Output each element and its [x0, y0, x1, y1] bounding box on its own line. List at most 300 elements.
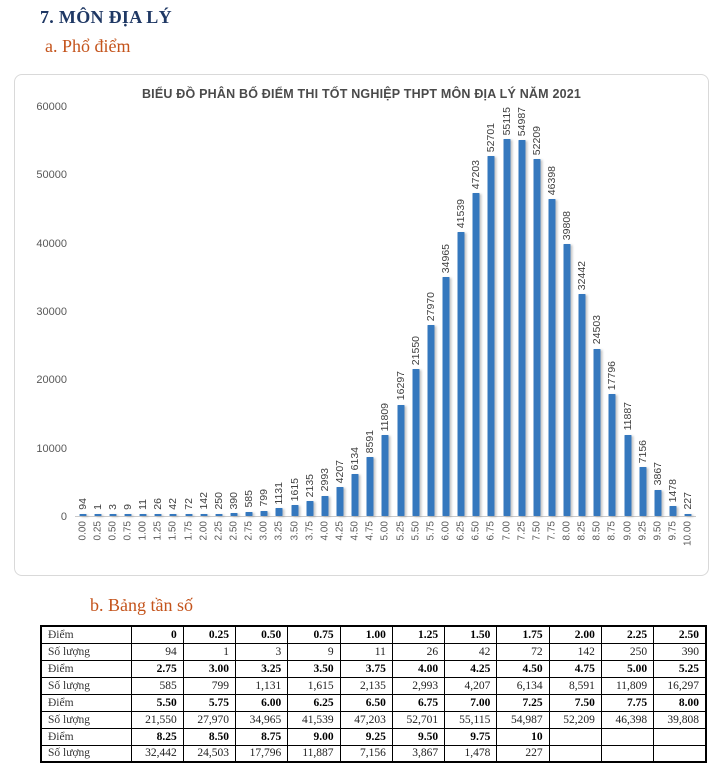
bar — [291, 505, 298, 516]
value-cell: 2.00 — [549, 626, 601, 643]
bar — [397, 405, 404, 516]
bar-value-label: 34965 — [439, 243, 452, 274]
x-tick-label: 3.00 — [258, 521, 270, 541]
bar-value-label: 142 — [197, 492, 210, 510]
bar-value-label: 21550 — [409, 335, 422, 365]
bar-value-label: 55115 — [500, 106, 513, 136]
subsection-b-heading: b. Bảng tần số — [90, 595, 193, 615]
x-tick — [226, 517, 241, 559]
bar-column — [665, 107, 680, 516]
table-row — [41, 626, 706, 643]
x-tick-label: 9.25 — [637, 521, 649, 541]
value-cell: 6.50 — [340, 694, 392, 711]
bar-column — [544, 107, 559, 516]
x-tick-label: 2.75 — [243, 521, 255, 541]
bar-value-label: 17796 — [606, 361, 619, 391]
bar — [185, 514, 192, 516]
bar-value-label: 7156 — [636, 439, 649, 464]
value-cell — [601, 745, 653, 762]
y-tick-label: 30000 — [36, 306, 67, 318]
bar — [685, 514, 692, 516]
x-tick-label: 9.50 — [652, 521, 664, 541]
y-tick-label: 50000 — [36, 169, 67, 182]
value-cell: 1.25 — [392, 626, 444, 643]
value-cell: 3,867 — [392, 745, 444, 762]
value-cell: 1 — [183, 643, 235, 660]
x-tick — [136, 517, 151, 559]
x-tick-label: 1.50 — [167, 521, 179, 541]
bar-value-label: 11887 — [621, 402, 634, 431]
x-tick — [363, 517, 378, 559]
bar — [246, 512, 253, 516]
value-cell: 2,993 — [392, 677, 444, 694]
value-cell: 9 — [288, 643, 340, 660]
bar-column — [499, 107, 514, 516]
value-cell: 1.75 — [497, 626, 549, 643]
bar — [548, 199, 555, 516]
bar-value-label: 1 — [91, 504, 104, 510]
bar — [639, 467, 646, 516]
x-tick-label: 1.00 — [137, 521, 149, 541]
x-tick — [166, 517, 181, 559]
bar-value-label: 11 — [137, 499, 150, 510]
x-tick-label: 9.00 — [622, 521, 634, 541]
bar — [94, 514, 101, 516]
x-tick — [454, 517, 469, 559]
value-cell: 2.75 — [131, 660, 183, 677]
table-row — [41, 694, 706, 711]
x-tick-label: 3.25 — [273, 521, 285, 541]
table-row — [41, 728, 706, 745]
bar-value-label: 250 — [212, 492, 225, 510]
x-tick — [181, 517, 196, 559]
bar-value-label: 2135 — [303, 474, 316, 498]
x-tick-label: 3.75 — [304, 521, 316, 541]
x-tick-label: 0.75 — [122, 521, 134, 541]
bar — [594, 349, 601, 516]
value-cell: 55,115 — [445, 711, 497, 728]
value-cell: 1,478 — [445, 745, 497, 762]
value-cell: 8.50 — [183, 728, 235, 745]
x-tick — [514, 517, 529, 559]
x-axis — [75, 517, 696, 559]
value-cell: 46,398 — [601, 711, 653, 728]
bar-column — [105, 107, 120, 516]
bar — [306, 501, 313, 516]
bar-value-label: 24503 — [591, 315, 604, 345]
frequency-table — [40, 625, 707, 763]
value-cell: 3.00 — [183, 660, 235, 677]
bar-column — [560, 107, 575, 516]
bar-column — [650, 107, 665, 516]
x-tick — [423, 517, 438, 559]
value-cell: 1.50 — [445, 626, 497, 643]
bar-value-label: 42 — [167, 498, 180, 510]
x-tick — [590, 517, 605, 559]
value-cell: 72 — [497, 643, 549, 660]
x-tick-label: 7.25 — [516, 521, 528, 541]
bar — [367, 457, 374, 516]
value-cell: 8.25 — [131, 728, 183, 745]
bar-column — [605, 107, 620, 516]
x-tick — [272, 517, 287, 559]
value-cell: 2.50 — [654, 626, 706, 643]
value-cell: 0.50 — [236, 626, 288, 643]
value-cell: 5.00 — [601, 660, 653, 677]
frequency-table-body — [41, 626, 706, 762]
bar-value-label: 9 — [121, 504, 134, 510]
bar-column — [514, 107, 529, 516]
bar — [215, 514, 222, 516]
table-row — [41, 677, 706, 694]
value-cell: 1,131 — [236, 677, 288, 694]
value-cell: 390 — [654, 643, 706, 660]
bar-column — [75, 107, 90, 516]
bar — [654, 490, 661, 516]
bar-column — [393, 107, 408, 516]
bar-value-label: 26 — [152, 498, 165, 510]
bar-column — [363, 107, 378, 516]
value-cell: 24,503 — [183, 745, 235, 762]
value-cell: 11 — [340, 643, 392, 660]
bar-value-label: 3 — [106, 504, 119, 510]
value-cell: 799 — [183, 677, 235, 694]
bar — [518, 140, 525, 516]
value-cell: 5.25 — [654, 660, 706, 677]
x-tick — [196, 517, 211, 559]
value-cell: 16,297 — [654, 677, 706, 694]
bar — [579, 294, 586, 516]
x-tick — [484, 517, 499, 559]
bar-value-label: 52701 — [485, 122, 498, 152]
x-tick-label: 9.75 — [667, 521, 679, 541]
bar-value-label: 54987 — [515, 107, 528, 137]
value-cell: 47,203 — [340, 711, 392, 728]
x-tick-label: 6.75 — [485, 521, 497, 541]
row-header-cell: Điểm — [41, 694, 131, 711]
value-cell: 9.50 — [392, 728, 444, 745]
x-tick — [681, 517, 696, 559]
x-tick — [575, 517, 590, 559]
bar — [609, 394, 616, 516]
x-tick-label: 6.25 — [455, 521, 467, 541]
chart-title: BIỂU ĐỒ PHÂN BỐ ĐIỂM THI TỐT NGHIỆP THPT MÔN ĐỊA LÝ NĂM 2021 — [141, 87, 582, 101]
bar-column — [90, 107, 105, 516]
value-cell: 227 — [497, 745, 549, 762]
value-cell: 11,809 — [601, 677, 653, 694]
bar-column — [423, 107, 438, 516]
bar — [473, 193, 480, 516]
value-cell — [654, 745, 706, 762]
value-cell: 3.25 — [236, 660, 288, 677]
value-cell: 3.75 — [340, 660, 392, 677]
bar-column — [226, 107, 241, 516]
x-tick-label: 7.00 — [501, 521, 512, 541]
x-tick — [332, 517, 347, 559]
row-header-cell: Số lượng — [41, 745, 131, 762]
value-cell: 6.25 — [288, 694, 340, 711]
x-tick-label: 4.50 — [349, 521, 361, 541]
bar — [124, 514, 131, 516]
x-tick-label: 8.25 — [576, 521, 588, 541]
bar — [382, 435, 389, 516]
value-cell: 2,135 — [340, 677, 392, 694]
bar-column — [257, 107, 272, 516]
bar-column — [302, 107, 317, 516]
x-tick-label: 5.25 — [395, 521, 407, 541]
value-cell: 6.00 — [236, 694, 288, 711]
x-tick-label: 3.50 — [289, 521, 301, 541]
value-cell: 5.75 — [183, 694, 235, 711]
value-cell: 3 — [236, 643, 288, 660]
bar — [276, 508, 283, 516]
value-cell: 21,550 — [131, 711, 183, 728]
row-header-cell: Điểm — [41, 626, 131, 643]
bar — [488, 156, 495, 516]
bar-value-label: 799 — [258, 489, 271, 507]
x-tick-label: 2.00 — [198, 521, 210, 541]
x-tick-label: 1.25 — [152, 521, 164, 541]
value-cell: 250 — [601, 643, 653, 660]
y-tick-label: 20000 — [36, 374, 67, 387]
value-cell: 7.25 — [497, 694, 549, 711]
bar — [321, 496, 328, 516]
x-tick-label: 6.50 — [470, 521, 482, 541]
bar-column — [590, 107, 605, 516]
bar — [624, 435, 631, 516]
value-cell: 11,887 — [288, 745, 340, 762]
x-tick-label: 0.50 — [107, 521, 119, 541]
row-header-cell: Số lượng — [41, 677, 131, 694]
value-cell: 7.50 — [549, 694, 601, 711]
x-tick — [90, 517, 105, 559]
page-title: 7. MÔN ĐỊA LÝ — [40, 7, 172, 27]
value-cell — [654, 728, 706, 745]
x-tick — [151, 517, 166, 559]
x-tick-label: 7.75 — [546, 521, 558, 541]
bar — [109, 514, 116, 516]
x-tick — [529, 517, 544, 559]
bar — [564, 244, 571, 516]
x-tick-label: 0.00 — [77, 521, 89, 541]
bar-value-label: 585 — [243, 490, 256, 509]
bar-value-label: 72 — [182, 498, 195, 510]
bar-value-label: 6134 — [349, 446, 362, 471]
plot-wrap — [75, 107, 696, 559]
bar — [79, 514, 86, 516]
x-tick-label: 8.75 — [606, 521, 618, 541]
value-cell: 7.75 — [601, 694, 653, 711]
value-cell: 2.25 — [601, 626, 653, 643]
bar-column — [287, 107, 302, 516]
value-cell: 3.50 — [288, 660, 340, 677]
bar-column — [469, 107, 484, 516]
value-cell: 8.75 — [236, 728, 288, 745]
x-tick — [75, 517, 90, 559]
bar — [412, 369, 419, 516]
value-cell: 17,796 — [236, 745, 288, 762]
bar — [458, 232, 465, 516]
y-tick-label: 0 — [60, 511, 67, 523]
bar-column — [181, 107, 196, 516]
value-cell — [549, 728, 601, 745]
bar-column — [484, 107, 499, 516]
value-cell: 94 — [131, 643, 183, 660]
x-tick — [665, 517, 680, 559]
value-cell: 9.75 — [445, 728, 497, 745]
value-cell: 9.25 — [340, 728, 392, 745]
y-tick-label: 10000 — [36, 442, 67, 455]
x-tick — [257, 517, 272, 559]
bar-column — [438, 107, 453, 516]
row-header-cell: Điểm — [41, 660, 131, 677]
x-tick — [560, 517, 575, 559]
value-cell: 32,442 — [131, 745, 183, 762]
x-tick-label: 5.50 — [410, 521, 422, 541]
x-tick — [211, 517, 226, 559]
value-cell: 1,615 — [288, 677, 340, 694]
x-tick — [605, 517, 620, 559]
row-header-cell: Điểm — [41, 728, 131, 745]
x-tick — [438, 517, 453, 559]
x-tick-label: 4.25 — [334, 521, 346, 541]
bar-column — [575, 107, 590, 516]
y-axis — [31, 101, 75, 523]
bar-column — [332, 107, 347, 516]
bar-value-label: 4207 — [333, 459, 346, 484]
value-cell: 5.50 — [131, 694, 183, 711]
bar-value-label: 390 — [227, 491, 240, 510]
x-tick-label: 8.00 — [561, 521, 573, 541]
row-header-cell: Số lượng — [41, 711, 131, 728]
y-tick-label: 60000 — [36, 101, 67, 113]
bar-value-label: 1615 — [288, 477, 301, 501]
bar-value-label: 52209 — [530, 126, 543, 156]
bar — [261, 511, 268, 516]
bar — [336, 487, 343, 516]
bar-value-label: 1131 — [273, 481, 286, 505]
value-cell: 6.75 — [392, 694, 444, 711]
bar-value-label: 1478 — [667, 478, 680, 502]
x-tick-label: 5.75 — [425, 521, 437, 541]
bar — [200, 514, 207, 516]
value-cell: 142 — [549, 643, 601, 660]
bar-column — [136, 107, 151, 516]
value-cell: 4.25 — [445, 660, 497, 677]
bar-value-label: 3867 — [651, 462, 664, 486]
table-row — [41, 745, 706, 762]
bar-column — [151, 107, 166, 516]
bar — [230, 513, 237, 516]
row-header-cell: Số lượng — [41, 643, 131, 660]
x-tick — [242, 517, 257, 559]
value-cell: 0 — [131, 626, 183, 643]
x-tick — [469, 517, 484, 559]
x-tick — [393, 517, 408, 559]
value-cell: 52,701 — [392, 711, 444, 728]
bar — [427, 325, 434, 516]
value-cell: 10 — [497, 728, 549, 745]
x-tick — [620, 517, 635, 559]
x-tick — [544, 517, 559, 559]
value-cell: 8.00 — [654, 694, 706, 711]
value-cell: 8,591 — [549, 677, 601, 694]
bar — [352, 474, 359, 516]
value-cell: 54,987 — [497, 711, 549, 728]
bar-value-label: 8591 — [364, 429, 377, 454]
bar — [503, 139, 510, 516]
bar-column — [348, 107, 363, 516]
bar-column — [196, 107, 211, 516]
bar — [442, 277, 449, 516]
value-cell: 4.75 — [549, 660, 601, 677]
y-tick-label: 40000 — [36, 237, 67, 250]
value-cell: 34,965 — [236, 711, 288, 728]
bar-column — [120, 107, 135, 516]
bar-value-label: 16297 — [394, 371, 407, 401]
x-tick-label: 7.50 — [531, 521, 543, 541]
value-cell: 0.75 — [288, 626, 340, 643]
x-tick-label: 2.25 — [213, 521, 225, 541]
x-tick-label: 5.00 — [379, 521, 391, 541]
bar-value-label: 94 — [76, 498, 89, 510]
value-cell: 39,808 — [654, 711, 706, 728]
bar-value-label: 41539 — [455, 198, 468, 229]
bar-column — [454, 107, 469, 516]
value-cell: 42 — [445, 643, 497, 660]
bar-value-label: 46398 — [545, 165, 558, 195]
chart-body — [31, 101, 696, 559]
value-cell — [549, 745, 601, 762]
bar-column — [242, 107, 257, 516]
bar-value-label: 27970 — [424, 291, 437, 321]
bar-column — [681, 107, 696, 516]
value-cell: 26 — [392, 643, 444, 660]
value-cell: 7,156 — [340, 745, 392, 762]
bar-column — [620, 107, 635, 516]
value-cell: 7.00 — [445, 694, 497, 711]
x-tick — [105, 517, 120, 559]
x-tick-label: 2.50 — [228, 521, 240, 541]
x-tick — [302, 517, 317, 559]
value-cell: 4.00 — [392, 660, 444, 677]
bar-column — [166, 107, 181, 516]
value-cell: 4,207 — [445, 677, 497, 694]
x-tick — [378, 517, 393, 559]
bar-value-label: 47203 — [470, 160, 483, 190]
bar-value-label: 227 — [682, 492, 695, 510]
score-distribution-chart — [14, 74, 709, 576]
x-tick-label: 1.75 — [183, 521, 195, 541]
value-cell: 41,539 — [288, 711, 340, 728]
bar — [670, 506, 677, 516]
value-cell — [601, 728, 653, 745]
bar-value-label: 39808 — [561, 210, 574, 240]
x-tick-label: 4.75 — [364, 521, 376, 541]
x-tick-label: 0.25 — [92, 521, 104, 541]
table-row — [41, 660, 706, 677]
bar-column — [378, 107, 393, 516]
value-cell: 27,970 — [183, 711, 235, 728]
x-tick — [317, 517, 332, 559]
x-tick-label: 4.00 — [319, 521, 331, 541]
x-tick-label: 10.00 — [682, 521, 694, 547]
x-tick — [650, 517, 665, 559]
bar-value-label: 11809 — [379, 402, 392, 432]
bar-column — [408, 107, 423, 516]
bar — [155, 514, 162, 516]
value-cell: 1.00 — [340, 626, 392, 643]
